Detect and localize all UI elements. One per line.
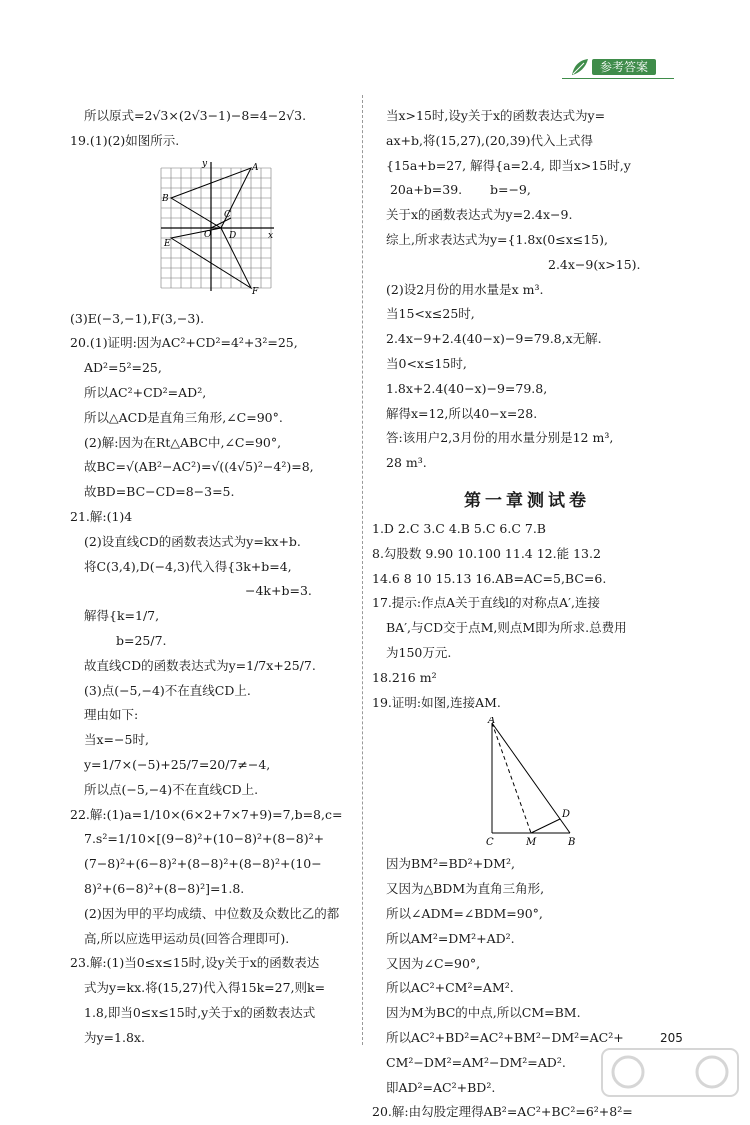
text-line: 所以点(−5,−4)不在直线CD上. xyxy=(84,781,259,797)
text-line: 20.(1)证明:因为AC²+CD²=4²+3²=25, xyxy=(70,335,298,351)
text-line: 19.(1)(2)如图所示. xyxy=(70,132,180,148)
text-line: 所以AM²=DM²+AD². xyxy=(386,930,515,946)
right-column xyxy=(372,104,682,1125)
point-o-label: O xyxy=(204,229,212,240)
text-line: 即AD²=AC²+BD². xyxy=(386,1079,496,1095)
text-line: 当x>15时,设y关于x的函数表达式为y= xyxy=(386,108,606,123)
text-line: 关于x的函数表达式为y=2.4x−9. xyxy=(386,207,573,223)
coordinate-grid-figure xyxy=(156,158,278,298)
text-line: 综上,所求表达式为y={1.8x(0≤x≤15), xyxy=(386,231,608,247)
text-line: BA′,与CD交于点M,则点M即为所求.总费用 xyxy=(386,620,627,636)
text-line: 故BC=√(AB²−AC²)=√((4√5)²−4²)=8, xyxy=(84,459,314,475)
text-line: ax+b,将(15,27),(20,39)代入上式得 xyxy=(386,132,594,148)
axis-y-label: y xyxy=(202,158,208,169)
point-c-label: C xyxy=(486,837,494,848)
text-line: 为150万元. xyxy=(386,644,452,660)
text-line: 又因为∠C=90°, xyxy=(386,955,481,971)
text-line: 17.提示:作点A关于直线l的对称点A′,连接 xyxy=(372,595,600,611)
text-line: 18.216 m² xyxy=(372,669,437,685)
text-line: 1.8,即当0≤x≤15时,y关于x的函数表达式 xyxy=(84,1004,316,1020)
header-badge xyxy=(570,57,670,77)
text-line: 所以原式=2√3×(2√3−1)−8=4−2√3. xyxy=(84,108,307,123)
text-line: 高,所以应选甲运动员(回答合理即可). xyxy=(84,930,290,946)
point-c-label: C xyxy=(224,209,231,220)
text-line: b=25/7. xyxy=(116,632,167,648)
text-line: 22.解:(1)a=1/10×(6×2+7×7+9)=7,b=8,c= xyxy=(70,806,343,822)
text-line: AD²=5²=25, xyxy=(84,360,162,376)
text-line: 7.s²=1/10×[(9−8)²+(10−8)²+(8−8)²+ xyxy=(84,831,325,847)
text-line: 将C(3,4),D(−4,3)代入得{3k+b=4, xyxy=(84,558,292,574)
text-line: 1.8x+2.4(40−x)−9=79.8, xyxy=(386,380,548,396)
pencil-leaf-icon xyxy=(570,57,590,77)
text-line: 所以AC²+CM²=AM². xyxy=(386,980,514,996)
text-line: (2)因为甲的平均成绩、中位数及众数比乙的都 xyxy=(84,905,340,921)
text-line: CM²−DM²=AM²−DM²=AD². xyxy=(386,1054,566,1070)
point-d-label: D xyxy=(562,809,571,821)
text-line: 当x=−5时, xyxy=(84,732,149,748)
point-a-label: A xyxy=(252,162,259,173)
right-triangle-figure xyxy=(482,717,592,847)
point-b-label: B xyxy=(162,193,169,204)
text-line: 14.6 8 10 15.13 16.AB=AC=5,BC=6. xyxy=(372,570,607,586)
point-a-label: A xyxy=(488,717,496,727)
text-line: 当0<x≤15时, xyxy=(386,355,467,371)
text-line: 故直线CD的函数表达式为y=1/7x+25/7. xyxy=(84,657,316,673)
axis-x-label: x xyxy=(268,230,274,241)
text-line: 所以△ACD是直角三角形,∠C=90°. xyxy=(84,409,283,425)
page-number: 205 xyxy=(660,1031,683,1045)
point-f-label: F xyxy=(252,286,259,297)
text-line: 解得x=12,所以40−x=28. xyxy=(386,405,538,421)
text-line: 解得{k=1/7, xyxy=(84,608,160,624)
text-line: 20.解:由勾股定理得AB²=AC²+BC²=6²+8²= xyxy=(372,1104,633,1120)
text-line: 所以∠ADM=∠BDM=90°, xyxy=(386,905,543,921)
text-line: 8.勾股数 9.90 10.100 11.4 12.能 13.2 xyxy=(372,545,601,561)
text-line: 所以AC²+BD²=AC²+BM²−DM²=AC²+ xyxy=(386,1029,624,1045)
text-line: (2)设2月份的用水量是x m³. xyxy=(386,281,544,297)
text-line: 2.4x−9+2.4(40−x)−9=79.8,x无解. xyxy=(386,331,602,347)
text-line: (7−8)²+(6−8)²+(8−8)²+(8−8)²+(10− xyxy=(84,856,322,872)
text-line: 为y=1.8x. xyxy=(84,1029,145,1045)
text-line: 8)²+(6−8)²+(8−8)²]=1.8. xyxy=(84,880,245,896)
text-line: 又因为△BDM为直角三角形, xyxy=(386,881,545,897)
section-title: 第一章测试卷 xyxy=(464,490,590,511)
text-line: (2)解:因为在Rt△ABC中,∠C=90°, xyxy=(84,434,282,450)
header-badge-text: 参考答案 xyxy=(592,59,656,75)
text-line: 式为y=kx.将(15,27)代入得15k=27,则k= xyxy=(84,980,326,996)
text-line: 21.解:(1)4 xyxy=(70,508,133,524)
column-divider xyxy=(362,95,363,1045)
text-line: 理由如下: xyxy=(84,707,139,723)
point-e-label: E xyxy=(164,238,171,249)
text-line: 23.解:(1)当0≤x≤15时,设y关于x的函数表达 xyxy=(70,955,320,971)
text-line: 19.证明:如图,连接AM. xyxy=(372,694,501,710)
header-rule xyxy=(562,78,674,79)
text-line: 因为M为BC的中点,所以CM=BM. xyxy=(386,1005,581,1021)
text-line: (3)点(−5,−4)不在直线CD上. xyxy=(84,682,251,698)
text-line: 故BD=BC−CD=8−3=5. xyxy=(84,484,235,500)
text-line: 当15<x≤25时, xyxy=(386,306,475,322)
text-line: 1.D 2.C 3.C 4.B 5.C 6.C 7.B xyxy=(372,520,546,536)
text-line: 2.4x−9(x>15). xyxy=(548,256,641,272)
text-line: {15a+b=27, 解得{a=2.4, 即当x>15时,y xyxy=(386,157,631,173)
text-line: 答:该用户2,3月份的用水量分别是12 m³, xyxy=(386,430,614,446)
text-line: y=1/7×(−5)+25/7=20/7≠−4, xyxy=(84,756,271,772)
left-column xyxy=(70,104,352,1051)
watermark-logo-icon xyxy=(600,1045,740,1100)
text-line: 因为BM²=BD²+DM², xyxy=(386,856,515,872)
text-line: 28 m³. xyxy=(386,455,427,471)
text-line: 20a+b=39. b=−9, xyxy=(386,182,531,198)
text-line: (2)设直线CD的函数表达式为y=kx+b. xyxy=(84,533,301,549)
point-b-label: B xyxy=(568,837,576,848)
point-d-label: D xyxy=(229,230,237,241)
text-line: 所以AC²+CD²=AD², xyxy=(84,384,207,400)
text-line: (3)E(−3,−1),F(3,−3). xyxy=(70,310,205,326)
text-line: −4k+b=3. xyxy=(245,583,312,599)
point-m-label: M xyxy=(526,837,537,848)
